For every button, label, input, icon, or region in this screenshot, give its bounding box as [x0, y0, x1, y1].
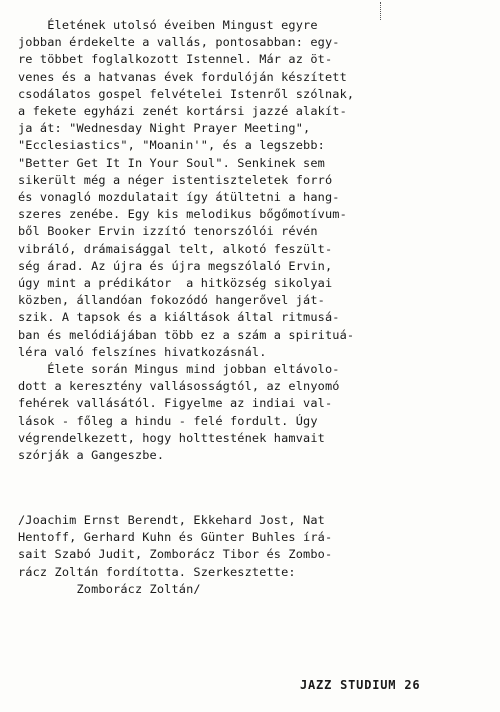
body-line: a fekete egyházi zenét kortársi jazzé alakít- [18, 104, 347, 119]
body-line: sikerült még a néger istentiszteletek forró [18, 172, 333, 187]
body-line: szik. A tapsok és a kiáltások által ritmusá- [18, 310, 340, 325]
body-line: "Ecclesiastics", "Moanin'", és a legszebb: [18, 138, 325, 153]
body-line: közben, állandóan fokozódó hangerővel ját- [18, 293, 325, 308]
credit-line: Hentoff, Gerhard Kuhn és Günter Buhles írá- [18, 530, 333, 545]
body-line: léra való felszínes hivatkozásnál. [18, 344, 267, 359]
translation-credits [18, 512, 494, 598]
body-line: végrendelkezett, hogy holttestének hamvait [18, 430, 325, 445]
body-line: ség árad. Az újra és újra megszólaló Ervin, [18, 258, 333, 273]
credit-line: Zomborácz Zoltán/ [18, 581, 201, 596]
body-line: ből Booker Ervin izzító tenorszólói révén [18, 224, 318, 239]
body-line: csodálatos gospel felvételei Istenről szólnak, [18, 86, 355, 101]
body-line: Életének utolsó éveiben Mingust egyre [18, 18, 318, 32]
body-line: dott a keresztény vallásosságtól, az elnyomó [18, 379, 340, 394]
body-line: re többet foglalkozott Istennel. Már az öt- [18, 52, 333, 67]
body-line: vibráló, drámaisággal telt, alkotó feszült- [18, 241, 333, 256]
body-line: jobban érdekelte a vallás, pontosabban: egy- [18, 35, 340, 50]
credit-line: /Joachim Ernst Berendt, Ekkehard Jost, Nat [18, 513, 325, 527]
body-line: szeres zenébe. Egy kis melodikus bőgőmotívum- [18, 207, 347, 222]
body-line: ja át: "Wednesday Night Prayer Meeting", [18, 121, 311, 136]
body-line: venes és a hatvanas évek fordulóján készített [18, 69, 347, 84]
body-paragraph [18, 17, 494, 464]
body-line: lások - főleg a hindu - felé fordult. Úgy [18, 413, 318, 428]
credit-line: rácz Zoltán fordította. Szerkesztette: [18, 564, 296, 579]
body-line: "Better Get It In Your Soul". Senkinek sem [18, 155, 325, 170]
body-line: és vonagló mozdulatait így átültetni a hang- [18, 190, 340, 205]
body-line: fehérek vallásától. Figyelme az indiai val- [18, 396, 333, 411]
credit-line: sait Szabó Judit, Zomborácz Tibor és Zombo- [18, 547, 333, 562]
page-footer: JAZZ STUDIUM 26 [300, 678, 421, 692]
body-line: szórják a Gangeszbe. [18, 448, 165, 463]
body-line: ban és melódiájában több ez a szám a spirituá- [18, 327, 355, 342]
body-line: Élete során Mingus mind jobban eltávolo- [18, 362, 340, 377]
body-line: úgy mint a prédikátor a hitközség sikolyai [18, 276, 333, 291]
